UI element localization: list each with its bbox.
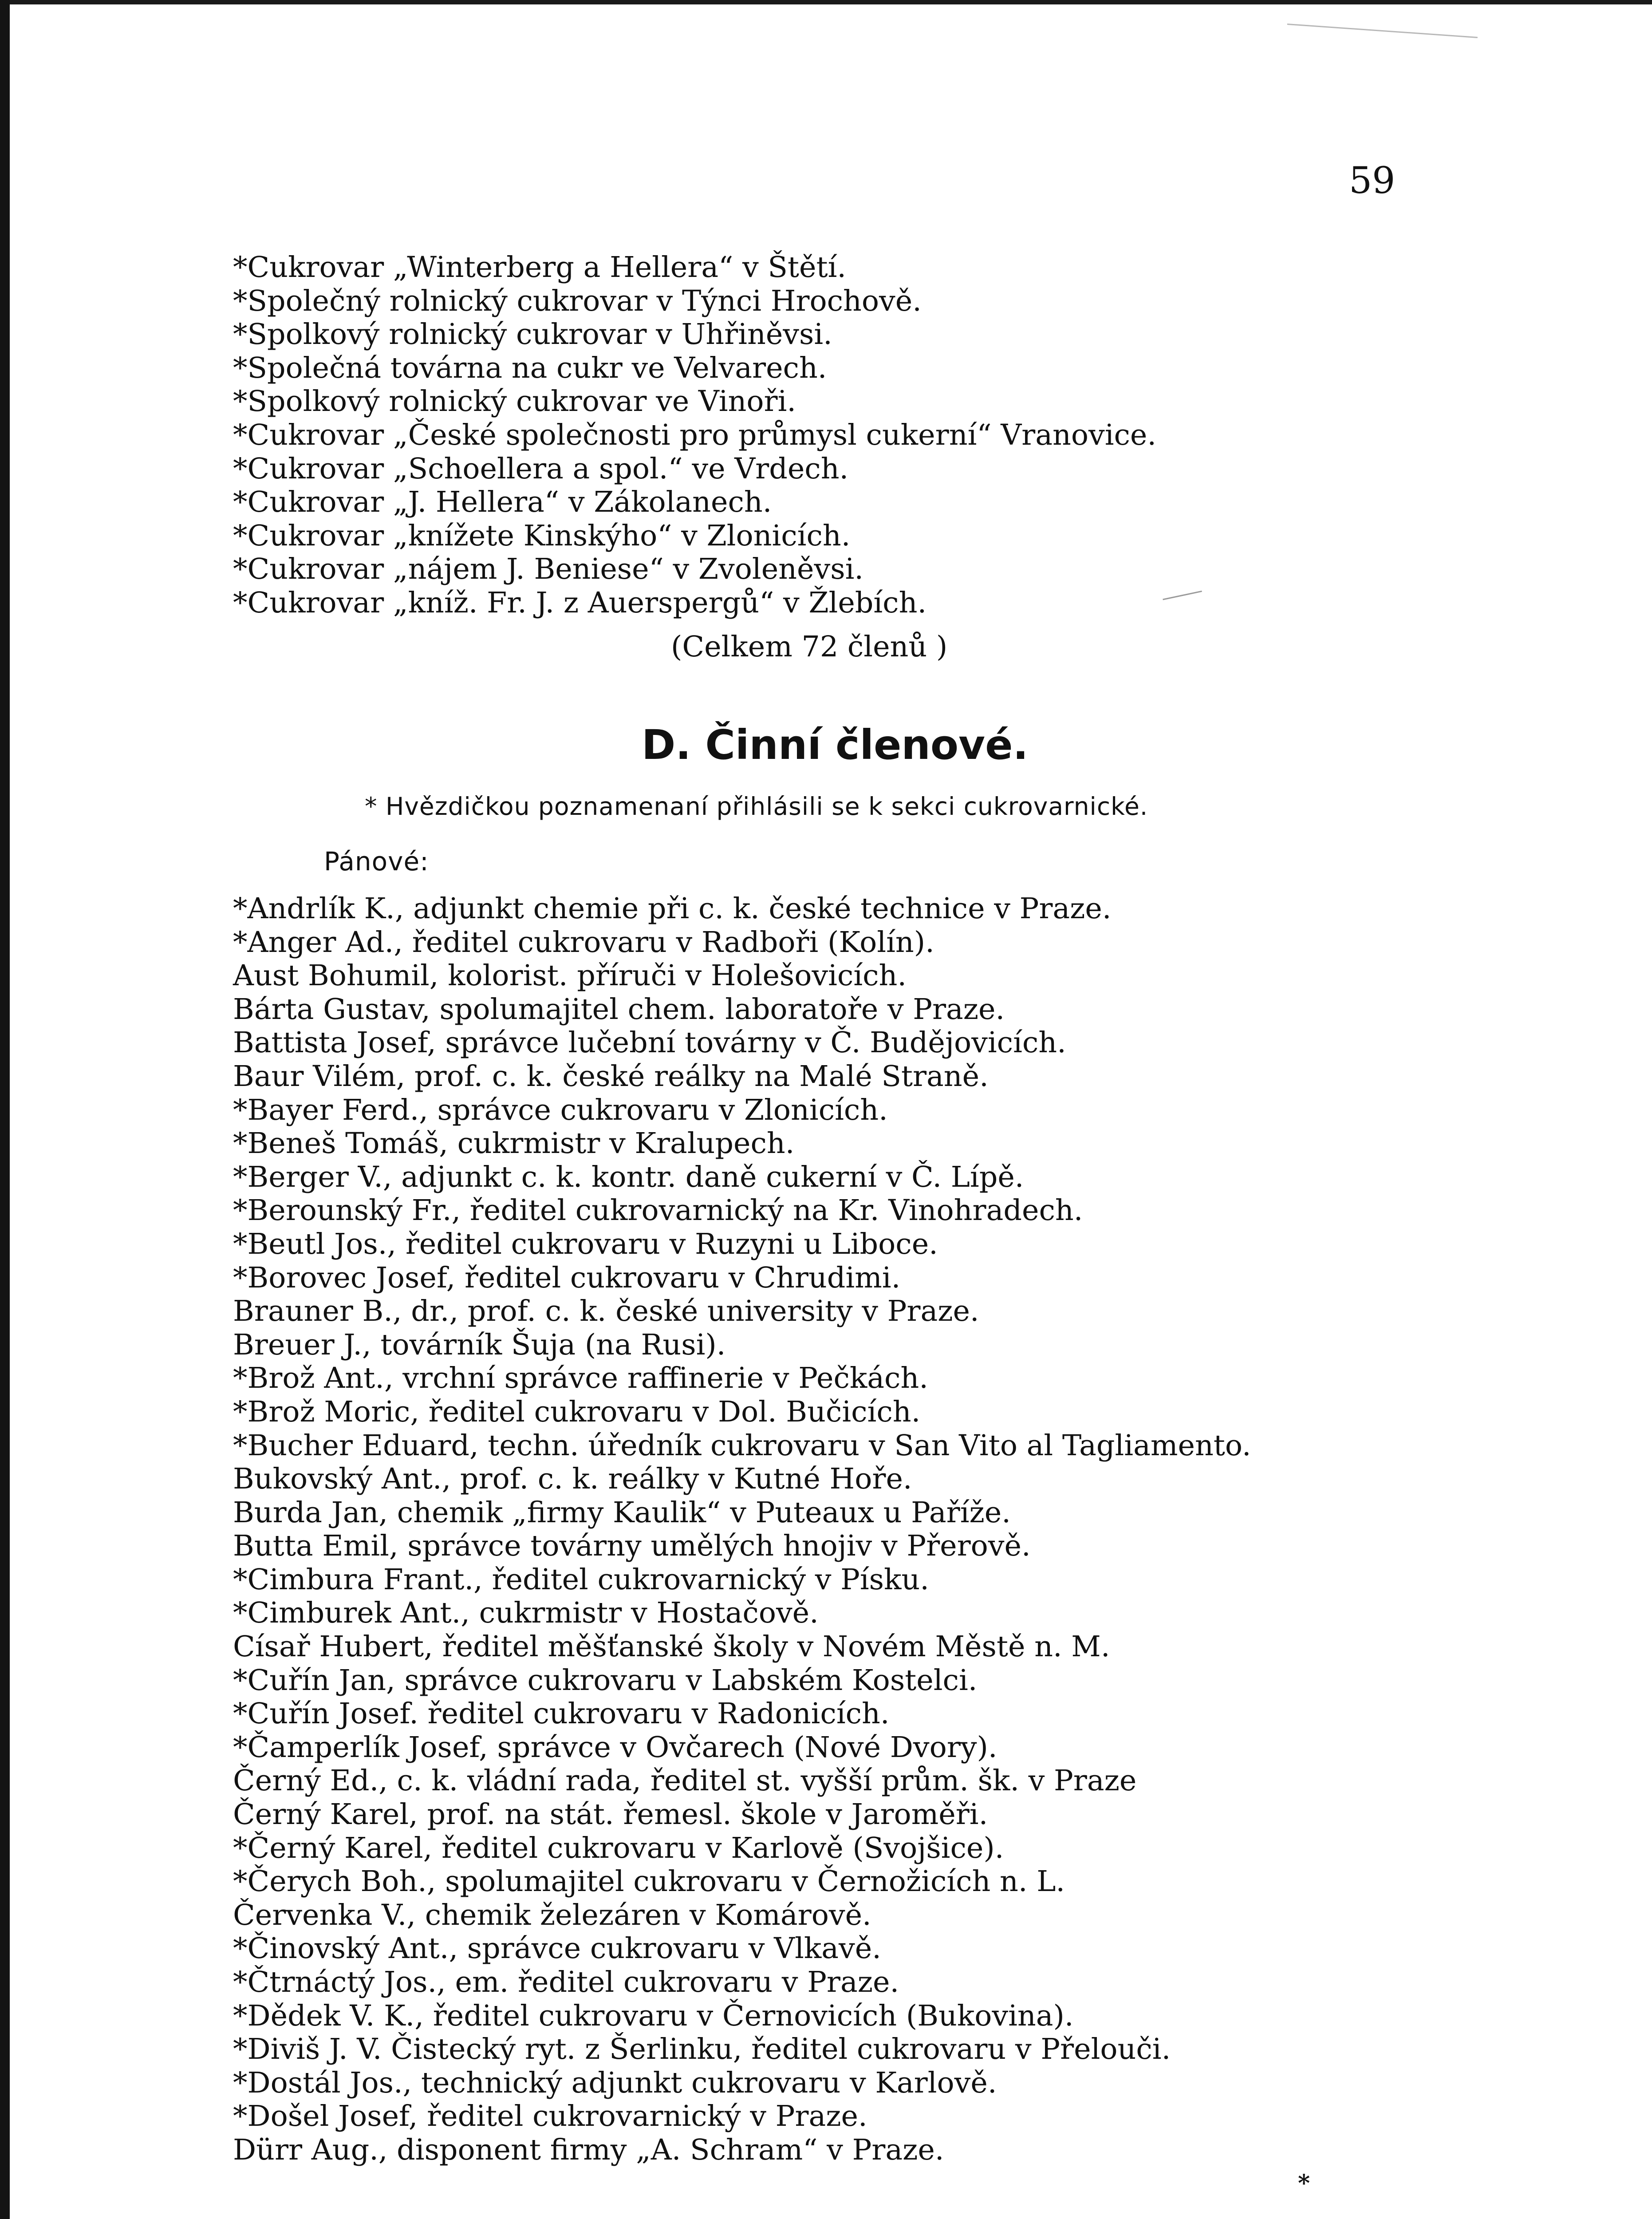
scan-border-left — [0, 0, 10, 2219]
section-heading: D. Činní členové. — [642, 721, 1029, 769]
list-item: *Cukrovar „nájem J. Beniese“ v Zvoleněvsi. — [233, 553, 864, 586]
list-item: *Cukrovar „České společnosti pro průmysl cukerní“ Vranovice. — [233, 418, 1157, 452]
member-entry: *Čtrnáctý Jos., em. ředitel cukrovaru v Praze. — [233, 1966, 899, 1999]
member-entry: *Anger Ad., ředitel cukrovaru v Radboři (Kolín). — [233, 925, 934, 959]
member-entry: *Bucher Eduard, techn. úředník cukrovaru v San Vito al Tagliamento. — [233, 1429, 1251, 1462]
member-entry: *Andrlík K., adjunkt chemie při c. k. české technice v Praze. — [233, 892, 1112, 925]
member-entry: Černý Ed., c. k. vládní rada, ředitel st. vyšší prům. šk. v Praze — [233, 1764, 1137, 1798]
member-entry: Červenka V., chemik železáren v Komárově. — [233, 1898, 871, 1932]
member-entry: *Čerych Boh., spolumajitel cukrovaru v Černožicích n. L. — [233, 1865, 1065, 1899]
member-entry: *Cimbura Frant., ředitel cukrovarnický v Písku. — [233, 1563, 929, 1596]
stray-mark: * — [1298, 2170, 1310, 2197]
scan-dash — [1163, 591, 1202, 602]
member-entry: Brauner B., dr., prof. c. k. české university v Praze. — [233, 1295, 979, 1328]
list-item: *Spolkový rolnický cukrovar v Uhřiněvsi. — [233, 318, 832, 351]
member-entry: Bukovský Ant., prof. c. k. reálky v Kutné Hoře. — [233, 1462, 912, 1496]
member-entry: *Cimburek Ant., cukrmistr v Hostačově. — [233, 1596, 819, 1630]
member-entry: *Dostál Jos., technický adjunkt cukrovaru v Karlově. — [233, 2066, 997, 2100]
member-entry: *Beneš Tomáš, cukrmistr v Kralupech. — [233, 1127, 795, 1161]
member-entry: Burda Jan, chemik „firmy Kaulik“ v Puteaux u Paříže. — [233, 1496, 1011, 1529]
member-entry: *Brož Moric, ředitel cukrovaru v Dol. Bučicích. — [233, 1395, 921, 1429]
member-entry: Černý Karel, prof. na stát. řemesl. škole v Jaroměři. — [233, 1798, 988, 1832]
member-entry: *Bayer Ferd., správce cukrovaru v Zlonicích. — [233, 1093, 888, 1127]
member-entry: Císař Hubert, ředitel měšťanské školy v Novém Městě n. M. — [233, 1630, 1110, 1664]
asterisk-note: * Hvězdičkou poznamenaní přihlásili se k sekci cukrovarnické. — [365, 792, 1148, 821]
member-entry: Butta Emil, správce továrny umělých hnojiv v Přerově. — [233, 1529, 1031, 1563]
salutation: Pánové: — [324, 846, 429, 877]
member-entry: *Činovský Ant., správce cukrovaru v Vlkavě. — [233, 1932, 881, 1966]
member-entry: Aust Bohumil, kolorist. příruči v Holešovicích. — [233, 959, 907, 993]
list-item: *Cukrovar „kníž. Fr. J. z Auerspergů“ v Žlebích. — [233, 586, 927, 620]
member-entry: Battista Josef, správce lučební továrny v Č. Budějovicích. — [233, 1026, 1066, 1060]
active-member-list — [233, 892, 1251, 2167]
member-entry: *Borovec Josef, ředitel cukrovaru v Chrudimi. — [233, 1261, 901, 1295]
scan-border-top — [0, 0, 1652, 4]
list-item: *Cukrovar „knížete Kinskýho“ v Zlonicích. — [233, 519, 851, 553]
member-entry: *Berounský Fr., ředitel cukrovarnický na Kr. Vinohradech. — [233, 1194, 1083, 1228]
member-entry: *Beutl Jos., ředitel cukrovaru v Ruzyni u Liboce. — [233, 1227, 938, 1261]
member-entry: *Brož Ant., vrchní správce raffinerie v Pečkách. — [233, 1362, 928, 1395]
list-item: *Společná továrna na cukr ve Velvarech. — [233, 351, 827, 385]
member-entry: *Cuřín Jan, správce cukrovaru v Labském Kostelci. — [233, 1663, 978, 1697]
member-entry: *Čamperlík Josef, správce v Ovčarech (Nové Dvory). — [233, 1730, 998, 1764]
member-entry: *Černý Karel, ředitel cukrovaru v Karlově (Svojšice). — [233, 1831, 1004, 1865]
list-item: *Spolkový rolnický cukrovar ve Vinoři. — [233, 385, 796, 419]
member-entry: Dürr Aug., disponent firmy „A. Schram“ v Praze. — [233, 2133, 944, 2167]
list-item: *Cukrovar „Winterberg a Hellera“ v Štětí. — [233, 251, 847, 284]
member-entry: *Diviš J. V. Čistecký ryt. z Šerlinku, ředitel cukrovaru v Přelouči. — [233, 2033, 1171, 2066]
list-item: *Společný rolnický cukrovar v Týnci Hrochově. — [233, 284, 922, 318]
member-entry: *Došel Josef, ředitel cukrovarnický v Praze. — [233, 2100, 867, 2133]
member-entry: *Cuřín Josef. ředitel cukrovaru v Radonicích. — [233, 1697, 890, 1731]
member-entry: Breuer J., továrník Šuja (na Rusi). — [233, 1328, 726, 1362]
page-number: 59 — [1349, 160, 1396, 202]
member-entry: *Berger V., adjunkt c. k. kontr. daně cukerní v Č. Lípě. — [233, 1160, 1024, 1194]
member-entry: Baur Vilém, prof. c. k. české reálky na Malé Straně. — [233, 1059, 989, 1093]
member-entry: Bárta Gustav, spolumajitel chem. laboratoře v Praze. — [233, 992, 1005, 1026]
list-item: *Cukrovar „Schoellera a spol.“ ve Vrdech. — [233, 452, 849, 486]
member-total: (Celkem 72 členů ) — [671, 630, 948, 663]
scan-streak — [1287, 24, 1478, 43]
sugar-factory-list — [233, 251, 1156, 620]
list-item: *Cukrovar „J. Hellera“ v Zákolanech. — [233, 486, 772, 519]
member-entry: *Dědek V. K., ředitel cukrovaru v Černovicích (Bukovina). — [233, 1999, 1074, 2033]
